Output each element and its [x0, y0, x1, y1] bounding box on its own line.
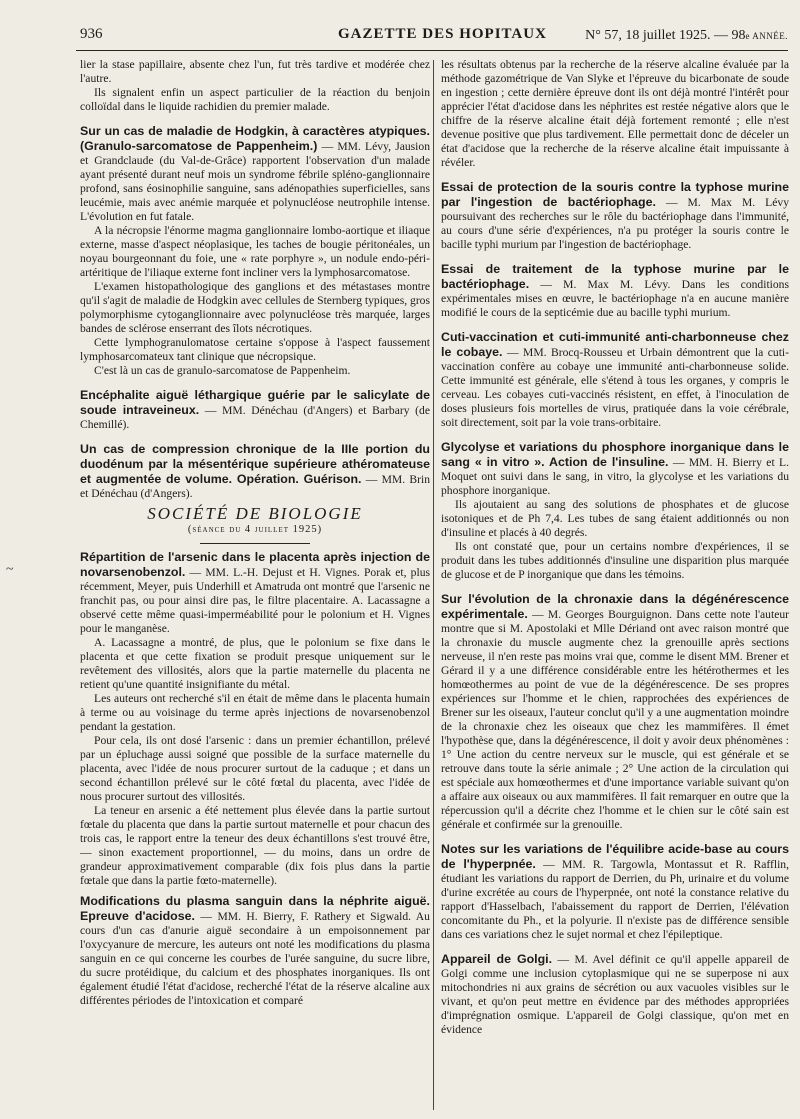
article-title: Cuti-vaccination et cuti-immunité anti-charbonneuse chez le cobaye.: [441, 330, 789, 359]
article-cuti-vaccination: [441, 330, 789, 430]
article-hyperpnee: [441, 842, 789, 942]
article-body: — MM. H. Bierry, F. Rathery et Sigwald. Au cours d'un cas d'anurie aiguë secondaire à un empoisonnement par l'oxycyanure de mercure, les auteurs ont noté les modifications du plasma sanguin en ce qui concerne les courbes de l'urée sanguine, du sucre libre, du sucre protéidique, du calcium et des phosphates inorganiques. Ils ont également étudié l'état d'acidose, recherché l'état de la réserve alcaline aux différentes périodes de l'intoxication et comparé: [80, 910, 430, 1007]
article-hodgkin: [80, 124, 430, 378]
article-title: Appareil de Golgi.: [441, 952, 553, 966]
article-golgi: [441, 952, 789, 1037]
paragraph: les résultats obtenus par la recherche de la réserve alcaline évaluée par la méthode gazométrique de Van Slyke et l'épreuve du bicarbonate de soude en ingestion ; cette dernière épreuve dont ils ont déjà montré l'intérêt pour apprécier l'état d'acidose dans les néphrites est restée négative alors que le chiffre de la réserve alcaline était déjà fortement remonté ; elle n'est devenue positive que plus tardivement. Elle permettait donc de déceler un état d'acidose que la recherche de la réserve alcaline était impuissante à révéler.: [441, 58, 789, 169]
section-subtitle: (séance du 4 juillet 1925): [187, 524, 323, 535]
article-title: Sur un cas de maladie de Hodgkin, à caractères atypiques. (Granulo-sarcomatose de Pappenheim.): [80, 124, 430, 153]
article-title: Essai de protection de la souris contre la typhose murine par l'ingestion de bactériophage.: [441, 180, 789, 209]
article-intro: — MM. Lévy, Jausion et Grandclaude (du Val-de-Grâce) rapportent l'observation d'un malade ayant présenté durant neuf mois un syndrome fébrile spléno-ganglionnaire profond, sans éosinophilie sanguine, sans adénopathies superficielles, sans leucémie, mais avec anémie marquée et polynucléose neutrophile intense. L'évolution en fut fatale.: [80, 140, 430, 223]
paragraph: Ils ont constaté que, pour un certains nombre d'expériences, il se produit dans les tubes additionnés d'insuline une disparition plus marquée de glucose et de P inorganique que dans les témoins.: [441, 540, 789, 581]
paragraph: Les auteurs ont recherché s'il en était de même dans le placenta humain à terme ou au voisinage du terme après injections de novarsenobenzol pendant la gestation.: [80, 692, 430, 733]
article-title: Sur l'évolution de la chronaxie dans la dégénérescence expérimentale.: [441, 592, 789, 621]
margin-mark: ~: [6, 562, 14, 577]
article-title: Modifications du plasma sanguin dans la néphrite aiguë. Epreuve d'acidose.: [80, 894, 430, 923]
header-rule: [76, 50, 788, 51]
paragraph: A. Lacassagne a montré, de plus, que le polonium se fixe dans le placenta et que cette fixation se produit presque uniquement sur le revêtement des villosités, alors que la partie maternelle du placenta ne retient qu'une quantité insignifiante du métal.: [80, 636, 430, 691]
article-body: — M. Max M. Lévy. Dans les conditions expérimentales mises en œuvre, le bactériophage n'a en aucune manière modifié le cours de la septicémie due au bacille typhi murium.: [441, 278, 789, 319]
article-nephrite: [80, 894, 430, 1008]
article-body: — MM. R. Targowla, Montassut et R. Rafflin, étudiant les variations du rapport de Derrien, du Ph, urinaire et du volume d'urine excrétée au cours de l'hyperpnée, ont noté la constance relative du rapport d'Hasselbach, l'abaissement du rapport de Derrien, l'élévation concomitante du Ph., et la polyurie. Il n'existe pas de différence sensible dans ces variations chez le sujet normal et chez l'épileptique.: [441, 858, 789, 941]
paragraph: Pour cela, ils ont dosé l'arsenic : dans un premier échantillon, prélevé par un épluchage aussi soigné que possible de la surface maternelle du placenta, avec l'idée de nous procurer surtout de la caduque ; et dans un second échantillon prélevé sur le côté fœtal du placenta, avec l'idée de nous procurer surtout des villosités.: [80, 734, 430, 803]
paragraph: La teneur en arsenic a été nettement plus élevée dans la partie surtout fœtale du placenta que dans la partie surtout maternelle et pour chacun des trois cas, le rapport entre la teneur des deux échantillons s'est trouvé être, — sinon exactement proportionnel, — du moins, dans un ordre de grandeur approximativement comparable (dix fois plus dans la partie fœtale que dans la partie fœto-maternelle).: [80, 804, 430, 887]
page-number: 936: [80, 26, 103, 42]
issue-info: [585, 28, 788, 44]
paragraph: Cette lymphogranulomatose certaine s'oppose à l'aspect faussement lymphosarcomateux tant clinique que nécropsique.: [80, 336, 430, 363]
article-title: Glycolyse et variations du phosphore inorganique dans le sang « in vitro ». Action de l'insuline.: [441, 440, 789, 469]
paragraph: Ils ajoutaient au sang des solutions de phosphates et de glucose isotoniques et de Ph 7,4. Les tubes de sang étaient additionnés ou non d'insuline et placés à 40 degrés.: [441, 498, 789, 539]
article-title: Un cas de compression chronique de la IIIe portion du duodénum par la mésentérique supérieure athéromateuse et augmentée de volume. Opération. Guérison.: [80, 442, 430, 486]
article-title: Répartition de l'arsenic dans le placenta après injection de novarsenobenzol.: [80, 550, 430, 579]
article-arsenic: [80, 550, 430, 888]
article-chronaxie: [441, 592, 789, 832]
article-intro: — MM. L.-H. Dejust et H. Vignes. Porak et, plus récemment, Meyer, puis Underhill et Amatruda ont montré que l'arsenic ne franchit pas, ou pour ainsi dire pas, le filtre placentaire. A. Lacassagne a observé cette même quasi-imperméabilité pour le polonium et H. Vignes pour le manganèse.: [80, 566, 430, 635]
paragraph: lier la stase papillaire, absente chez l'un, fut très tardive et modérée chez l'autre.: [80, 58, 430, 85]
journal-title: GAZETTE DES HOPITAUX: [338, 26, 547, 42]
article-title: Notes sur les variations de l'équilibre acide-base au cours de l'hyperpnée.: [441, 842, 789, 871]
article-body: — M. Georges Bourguignon. Dans cette note l'auteur montre que si M. Apostolaki et Mlle Dériand ont avec raison montré que la chronaxie du muscle augmente chez la grenouille après sections nerveuse, il n'en reste pas moins vrai que, comme le disent MM. Brener et Gérard il y a une différence considérable entre les hétérothermes et les homœothermes au point de vue de la dégénérescence. De ses propres expériences sur l'homme et le chien, rapprochées des expériences de Brener sur les oiseaux, l'auteur conclut qu'il y a une augmentation moindre de la chronaxie chez les oiseaux que chez les mammifères. Il émet l'hypothèse que, dans la dégénérescence, il doit y avoir deux phénomènes : 1° Une action du centre nerveux sur le muscle, qui est générale et se retrouve dans toute la série animale ; 2° Une action de la circulation qui est spéciale aux homœothermes et d'une importance variable suivant qu'on a affaire aux oiseaux ou aux mammifères. Il fait remarquer en outre que la répercussion qu'il a décrite chez l'homme et le chien sur le côté sain est générale et confirmée sur la grenouille.: [441, 608, 789, 831]
column-divider: [433, 60, 434, 1110]
right-column: [441, 58, 789, 1037]
section-rule: [200, 543, 310, 544]
article-encephalite: [80, 388, 430, 432]
article-body: — MM. Brin et Dénéchau (d'Angers).: [80, 473, 431, 500]
article-body: — M. Avel définit ce qu'il appelle appareil de Golgi comme une inclusion cytoplasmique qui ne se superpose ni aux mitochondries ni aux grains de sécrétion ou aux vacuoles visibles sur le vivant, et qu'on peut mettre en évidence par des méthodes appropriées d'imprégnation osmique. L'appareil de Golgi classique, qu'on met en évidence: [441, 953, 789, 1036]
article-glycolyse: [441, 440, 789, 582]
article-body: — MM. H. Bierry et L. Moquet ont suivi dans le sang, in vitro, la glycolyse et les variations du phosphore inorganique.: [441, 456, 790, 497]
article-body: — M. Max M. Lévy poursuivant des recherches sur le rôle du bactériophage dans l'immunité, au cours d'une série d'expériences, n'a pu protéger la souris contre le bacille typhi murium par l'ingestion de bactériophage.: [441, 196, 789, 251]
page-header: [70, 22, 788, 48]
paragraph: L'examen histopathologique des ganglions et des métastases montre qu'il s'agit de maladie de Hodgkin avec cellules de Sternberg typiques, gros polymorphisme cytoganglionnaire avec polynucléose très marquée, larges bandes de sclérose enserrant des îlots nécrotiques.: [80, 280, 430, 335]
article-body: — MM. Brocq-Rousseu et Urbain démontrent que la cuti-vaccination confère au cobaye une immunité anti-charbonneuse solide. Cette immunité est générale, elle s'étend à tous les organes, y compris le cerveau. Les cobayes cuti-vaccinés résistent, en effet, à l'inoculation de doses plusieurs fois mortelles de virus, pratiquée dans la voie cérébrale, soit directement, soit par la voie trans-orbitaire.: [441, 346, 790, 429]
section-title: SOCIÉTÉ DE BIOLOGIE: [147, 504, 363, 523]
article-duodenum: [80, 442, 430, 501]
year-suffix: e ANNÉE.: [745, 31, 788, 41]
article-title: Essai de traitement de la typhose murine par le bactériophage.: [441, 262, 789, 291]
article-title: Encéphalite aiguë léthargique guérie par le salicylate de soude intraveineux.: [80, 388, 430, 417]
issue-number: N° 57, 18 juillet 1925. — 98: [585, 28, 746, 43]
paragraph: Ils signalent enfin un aspect particulier de la réaction du benjoin colloïdal dans le liquide rachidien du premier malade.: [80, 86, 430, 113]
article-protection-souris: [441, 180, 789, 252]
paragraph: A la nécropsie l'énorme magma ganglionnaire lombo-aortique et iliaque externe, masse d'aspect néoplasique, les taches de bougie péritonéales, un noyau bourgeonnant du foie, une « rate porphyre », un nodule endo-péri-artéritique de l'iliaque externe font incliner vers la lymphosarcomatose.: [80, 224, 430, 279]
left-column: [80, 58, 430, 1008]
article-body: — MM. Dénéchau (d'Angers) et Barbary (de Chemillé).: [80, 404, 430, 431]
article-traitement-typhose: [441, 262, 789, 320]
paragraph: C'est là un cas de granulo-sarcomatose de Pappenheim.: [94, 364, 351, 377]
